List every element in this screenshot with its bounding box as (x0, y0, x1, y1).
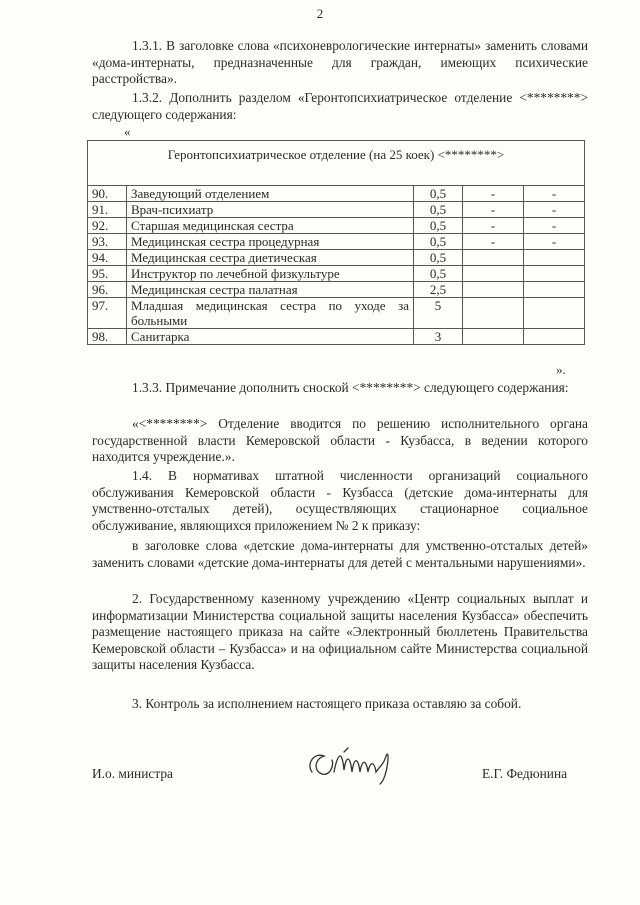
row-col4 (463, 298, 524, 329)
row-rate: 2,5 (414, 282, 463, 298)
row-number: 94. (88, 250, 127, 266)
table-row (88, 298, 585, 329)
row-col5 (524, 298, 585, 329)
row-position: Санитарка (127, 329, 414, 345)
row-position: Заведующий отделением (127, 186, 414, 202)
page-number: 2 (316, 6, 324, 21)
row-position: Медицинская сестра процедурная (127, 234, 414, 250)
row-rate: 0,5 (414, 186, 463, 202)
table-row (88, 266, 585, 282)
row-col5: - (524, 234, 585, 250)
row-position: Инструктор по лечебной физкультуре (127, 266, 414, 282)
paragraph-1-4: 1.4. В нормативах штатной численности организаций социального обслуживания Кемеровской области - Кузбасса (детские дома-интернаты для умственно-отсталых детей), осуществляющих стационарное социальное обслуживание, являющихся приложением № 2 к приказу: (92, 468, 588, 533)
table-row (88, 250, 585, 266)
row-rate: 0,5 (414, 234, 463, 250)
row-col5 (524, 282, 585, 298)
table-row (88, 234, 585, 250)
row-col4: - (463, 186, 524, 202)
table-row (88, 329, 585, 345)
table-header-row (88, 141, 585, 186)
row-col5: - (524, 218, 585, 234)
row-number: 92. (88, 218, 127, 234)
row-col5 (524, 250, 585, 266)
row-rate: 0,5 (414, 202, 463, 218)
row-col4: - (463, 234, 524, 250)
row-col4 (463, 250, 524, 266)
row-rate: 0,5 (414, 218, 463, 234)
row-col4 (463, 266, 524, 282)
paragraph-1-3-3: 1.3.3. Примечание дополнить сноской <********> следующего содержания: (132, 380, 569, 395)
row-number: 93. (88, 234, 127, 250)
closing-quote: ». (556, 362, 566, 377)
table-row (88, 202, 585, 218)
paragraph-1-3-2: 1.3.2. Дополнить разделом «Геронтопсихиатрическое отделение <********> следующего содержания: (92, 90, 588, 122)
table-row (88, 186, 585, 202)
row-position: Врач-психиатр (127, 202, 414, 218)
row-col4 (463, 329, 524, 345)
row-col4 (463, 282, 524, 298)
row-col5: - (524, 186, 585, 202)
row-position: Младшая медицинская сестра по уходе за больными (127, 298, 414, 329)
table-header: Геронтопсихиатрическое отделение (на 25 коек) <********> (88, 141, 585, 186)
table-row (88, 218, 585, 234)
row-number: 98. (88, 329, 127, 345)
row-rate: 5 (414, 298, 463, 329)
row-number: 96. (88, 282, 127, 298)
paragraph-2: 2. Государственному казенному учреждению «Центр социальных выплат и информатизации Министерства социальной защиты населения Кузбасса» обеспечить размещение настоящего приказа на сайте «Электронный бюллетень Правительства Кемеровской области – Кузбасса» и на официальном сайте Министерства социальной защиты населения Кузбасса. (92, 591, 588, 673)
row-position: Старшая медицинская сестра (127, 218, 414, 234)
staff-table (87, 140, 585, 345)
signer-name: Е.Г. Федюнина (482, 766, 568, 781)
footnote-text: «<********> Отделение вводится по решению исполнительного органа государственной власти Кемеровской области - Кузбасса, в ведении которого находится учреждение.». (92, 416, 588, 465)
row-number: 91. (88, 202, 127, 218)
opening-quote: « (124, 124, 131, 139)
row-rate: 3 (414, 329, 463, 345)
row-col4: - (463, 218, 524, 234)
row-col5 (524, 266, 585, 282)
row-position: Медицинская сестра палатная (127, 282, 414, 298)
paragraph-3: 3. Контроль за исполнением настоящего приказа оставляю за собой. (132, 696, 522, 711)
table-row (88, 282, 585, 298)
row-col4: - (463, 202, 524, 218)
row-number: 95. (88, 266, 127, 282)
signature-image (304, 742, 414, 790)
row-number: 90. (88, 186, 127, 202)
row-position: Медицинская сестра диетическая (127, 250, 414, 266)
row-rate: 0,5 (414, 266, 463, 282)
row-col5 (524, 329, 585, 345)
paragraph-1-4-sub: в заголовке слова «детские дома-интернаты для умственно-отсталых детей» заменить словами «детские дома-интернаты для детей с ментальными нарушениями». (92, 538, 588, 570)
row-number: 97. (88, 298, 127, 329)
signer-title: И.о. министра (92, 766, 173, 781)
row-rate: 0,5 (414, 250, 463, 266)
paragraph-1-3-1: 1.3.1. В заголовке слова «психоневрологические интернаты» заменить словами «дома-интернаты, предназначенные для граждан, имеющих психические расстройства». (92, 38, 588, 87)
row-col5: - (524, 202, 585, 218)
